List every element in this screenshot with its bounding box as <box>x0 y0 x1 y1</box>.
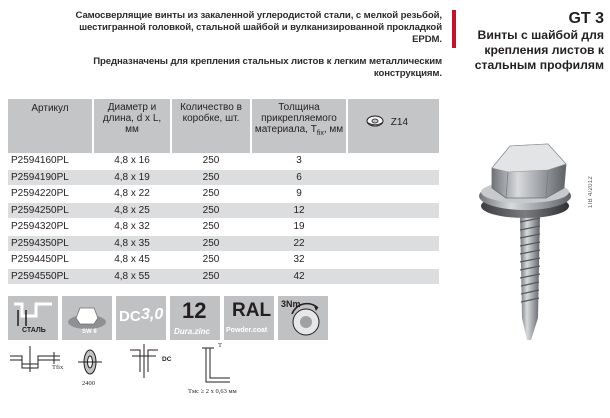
table-row <box>8 169 439 186</box>
thickness-cell: 22 <box>251 235 347 252</box>
torque-icon <box>278 296 328 340</box>
thickness-cell: 19 <box>251 219 347 236</box>
dc-diagram-label: DC <box>162 356 172 363</box>
sw-label: SW 8 <box>82 329 97 335</box>
washer-cell <box>347 219 439 236</box>
table-row <box>8 186 439 203</box>
quantity-cell: 250 <box>171 219 251 236</box>
min-thickness-diagram-icon <box>202 348 230 382</box>
drill-capacity-icon <box>116 296 166 340</box>
table-row <box>8 202 439 219</box>
installation-diagrams <box>8 342 308 402</box>
washer-cell <box>347 153 439 169</box>
drill-capacity-diagram-icon <box>130 344 158 378</box>
accent-bar <box>452 10 456 48</box>
header-dimensions: Диаметр и длина, d x L, мм <box>93 99 171 153</box>
header-washer <box>347 99 439 153</box>
product-name: Винты с шайбой для крепления листов к стальным профилям <box>474 28 604 72</box>
thickness-cell: 32 <box>251 252 347 269</box>
thickness-cell: 3 <box>251 153 347 169</box>
article-cell: P2594320PL <box>8 219 93 236</box>
quantity-cell: 250 <box>171 153 251 169</box>
ral-label: RAL <box>232 300 272 321</box>
steel-material-icon <box>8 296 58 340</box>
article-cell: P2594350PL <box>8 235 93 252</box>
size-cell: 4,8 x 35 <box>93 235 171 252</box>
zinc-label: Dura.zinc <box>174 327 211 336</box>
quantity-cell: 250 <box>171 202 251 219</box>
washer-cell <box>347 169 439 186</box>
diagram-drawings <box>8 342 308 402</box>
header-article: Артикул <box>8 99 93 153</box>
zinc-value: 12 <box>182 298 207 323</box>
ral-color-icon <box>224 296 274 340</box>
product-title-block <box>458 10 604 73</box>
header-thickness <box>251 99 347 153</box>
quantity-cell: 250 <box>171 268 251 285</box>
size-cell: 4,8 x 55 <box>93 268 171 285</box>
torque-label: 3Nm <box>281 299 301 309</box>
size-cell: 4,8 x 22 <box>93 186 171 203</box>
quantity-cell: 250 <box>171 252 251 269</box>
thickness-cell: 12 <box>251 202 347 219</box>
drill-speed-icon <box>78 350 102 374</box>
feature-icons <box>8 296 328 340</box>
table-row <box>8 235 439 252</box>
table-row <box>8 219 439 236</box>
size-cell: 4,8 x 25 <box>93 202 171 219</box>
header-thickness-sub: fix <box>316 130 324 137</box>
article-cell: P2594550PL <box>8 268 93 285</box>
screw-photo <box>470 118 585 353</box>
thickness-cell: 9 <box>251 186 347 203</box>
steel-label: СТАЛЬ <box>22 327 46 334</box>
article-cell: P2594450PL <box>8 252 93 269</box>
zinc-coating-icon <box>170 296 220 340</box>
quantity-cell: 250 <box>171 235 251 252</box>
thickness-cell: 6 <box>251 169 347 186</box>
size-cell: 4,8 x 16 <box>93 153 171 169</box>
table-row <box>8 252 439 269</box>
article-cell: P2594250PL <box>8 202 93 219</box>
washer-cell <box>347 268 439 285</box>
washer-cell <box>347 252 439 269</box>
header-thickness-main: Толщина прикрепляемого материала, T <box>254 102 337 135</box>
washer-icon <box>366 119 387 130</box>
header-quantity: Количество в коробке, шт. <box>171 99 251 153</box>
dc-value: 3,0 <box>141 306 164 323</box>
washer-cell <box>347 202 439 219</box>
rpm-label: 2400 <box>82 380 95 387</box>
dc-label: DC <box>119 308 141 325</box>
tfix-label: Tfix <box>52 364 64 371</box>
table-header-row <box>8 99 439 153</box>
article-cell: P2594190PL <box>8 169 93 186</box>
intro-text <box>62 10 442 80</box>
product-code: GT 3 <box>568 10 604 27</box>
quantity-cell: 250 <box>171 169 251 186</box>
size-cell: 4,8 x 32 <box>93 219 171 236</box>
product-description: Самосверлящие винты из закаленной углеродистой стали, с мелкой резьбой, шестигранной головкой, стальной шайбой и вулканизированной прокладкой EPDM. <box>75 10 442 45</box>
hex-drive-icon <box>62 296 112 340</box>
spec-table <box>8 99 439 285</box>
washer-cell <box>347 186 439 203</box>
quantity-cell: 250 <box>171 186 251 203</box>
powder-coat-label: Powder.coat <box>226 327 268 334</box>
product-purpose: Предназначены для крепления стальных листов к легким металлическим конструкциям. <box>93 56 442 79</box>
article-cell: P2594160PL <box>8 153 93 169</box>
table-row <box>8 153 439 169</box>
tmin-label: Tмс ≥ 2 x 0,63 мм <box>188 388 237 395</box>
thickness-cell: 42 <box>251 268 347 285</box>
article-cell: P2594220PL <box>8 186 93 203</box>
washer-size: Z14 <box>390 117 409 128</box>
size-cell: 4,8 x 19 <box>93 169 171 186</box>
size-cell: 4,8 x 45 <box>93 252 171 269</box>
table-row <box>8 268 439 285</box>
header-thickness-unit: , мм <box>323 124 344 135</box>
washer-cell <box>347 235 439 252</box>
catalog-code: 1IB 4/2012 <box>588 176 594 209</box>
t-label: T <box>218 342 222 349</box>
